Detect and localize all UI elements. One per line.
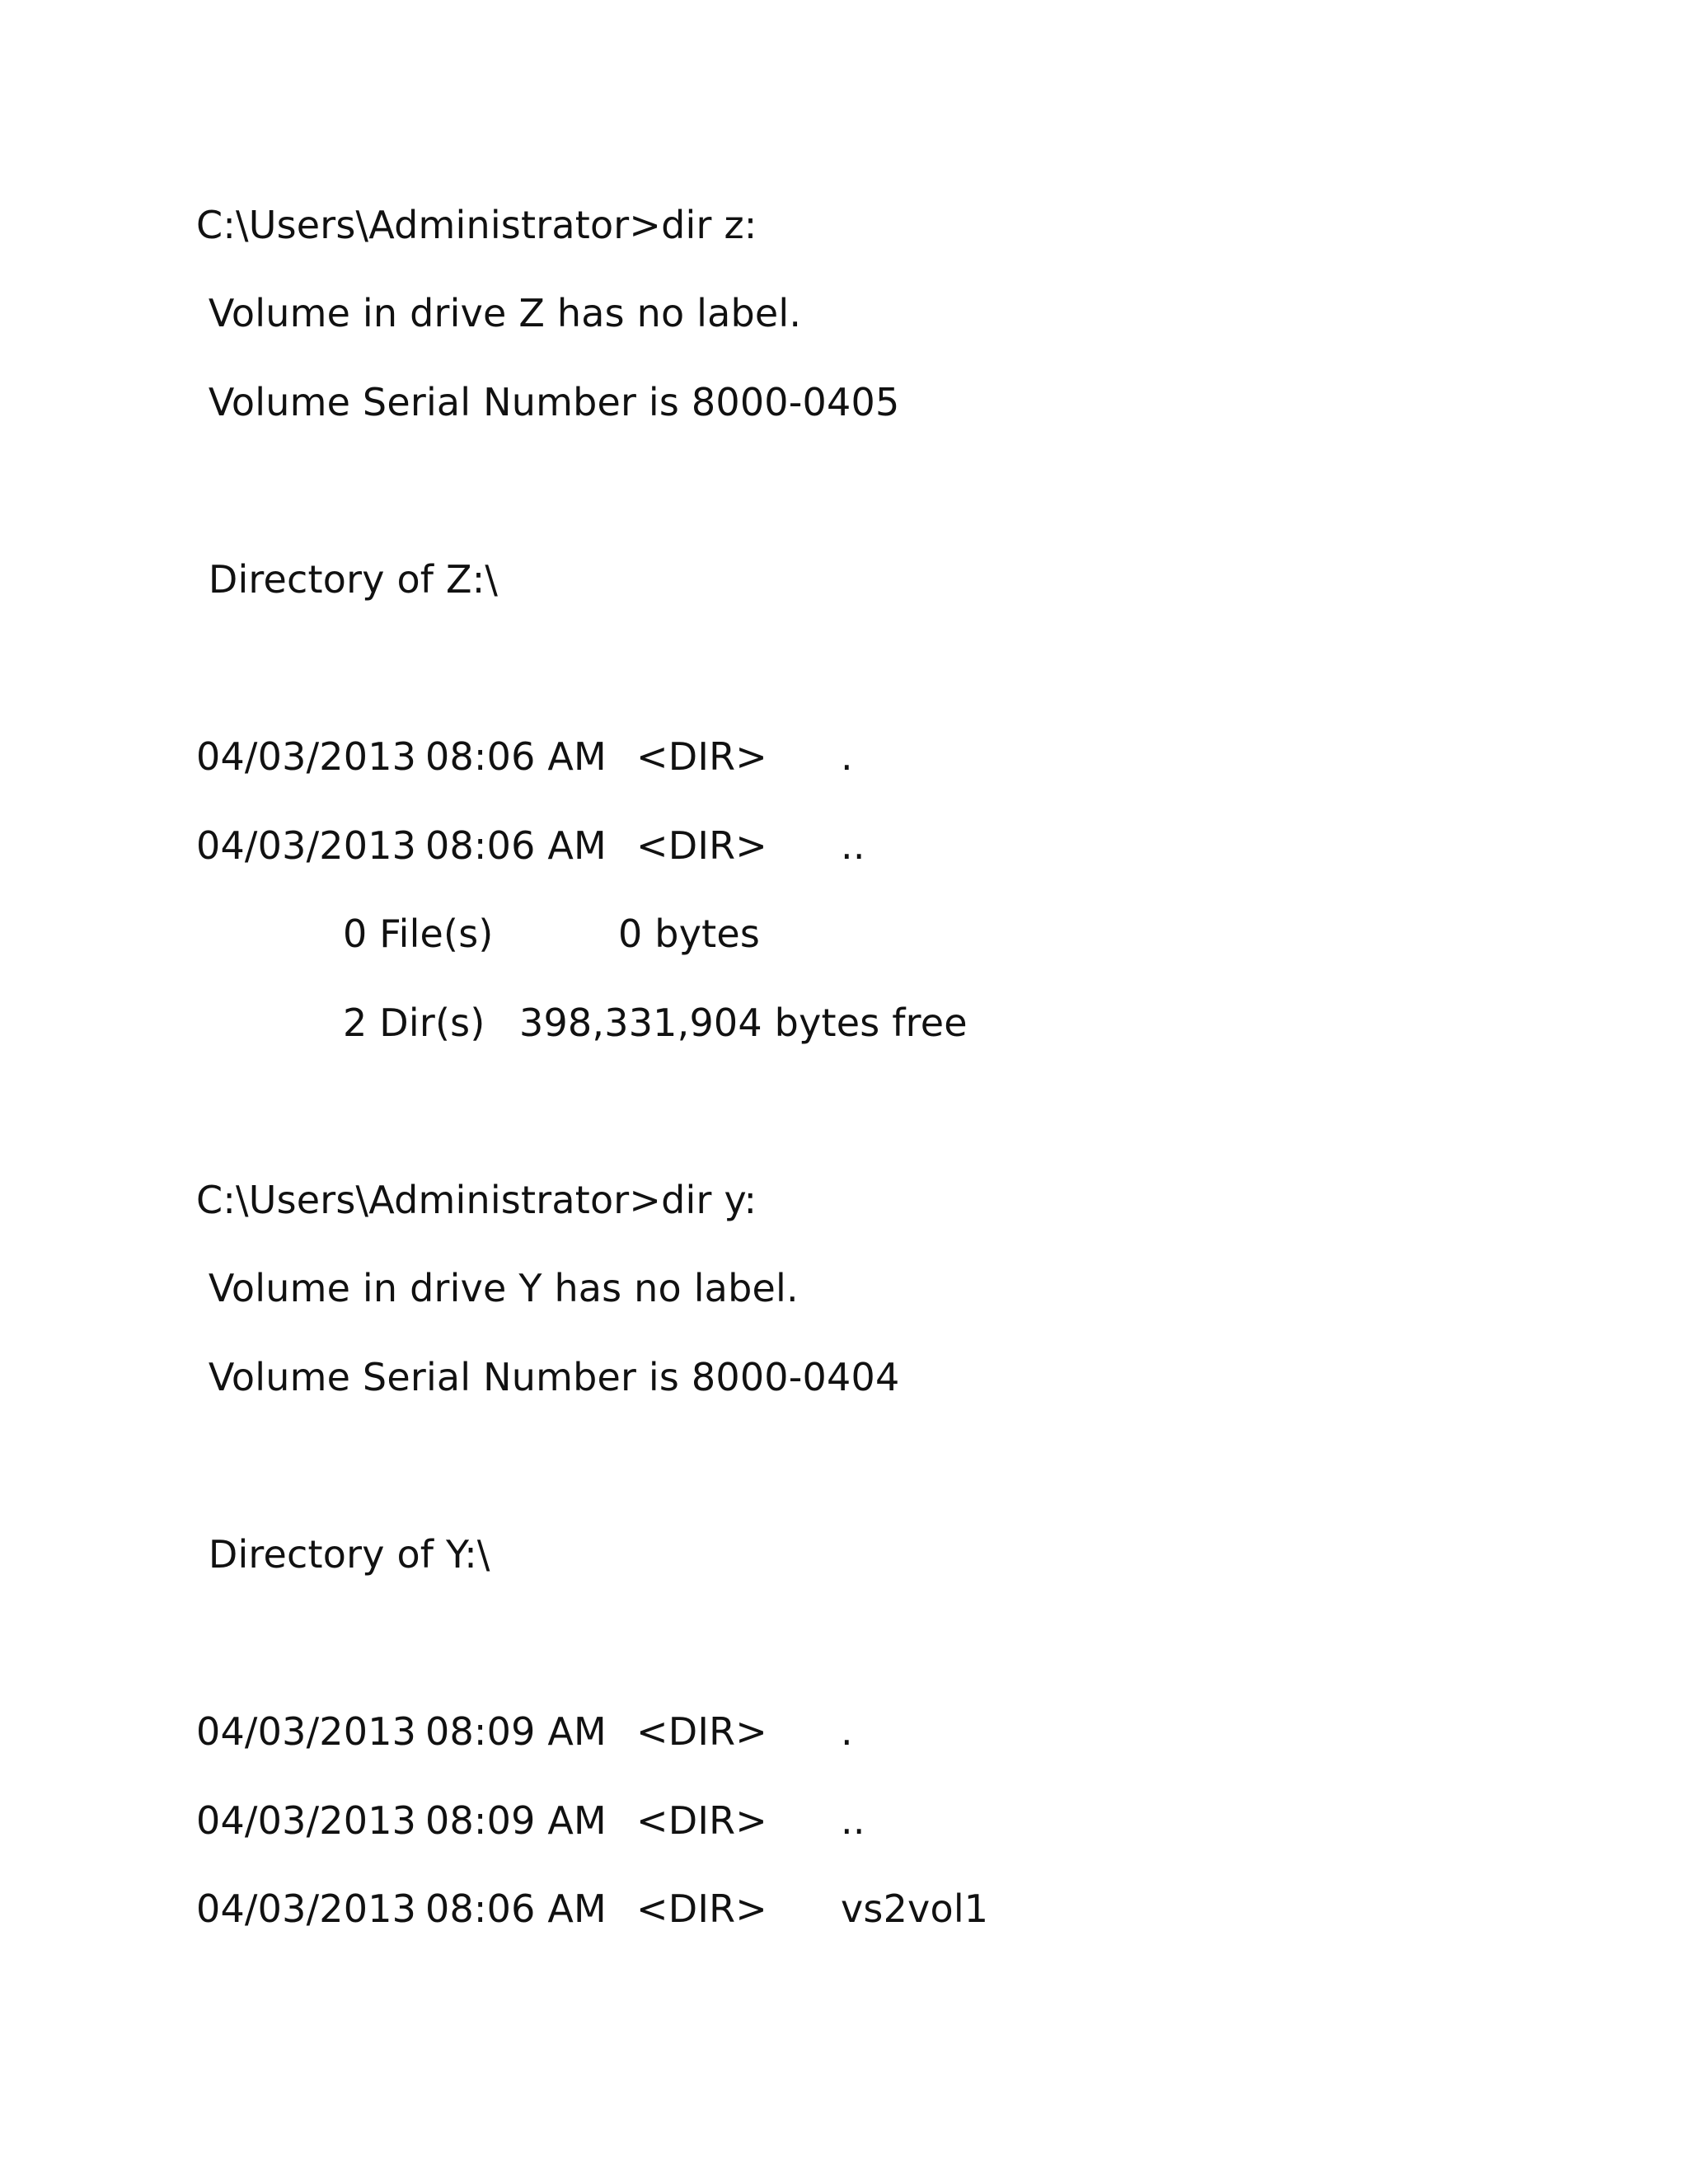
- entry-type: <DIR>: [636, 734, 768, 779]
- entry-date: 04/03/2013: [196, 734, 417, 779]
- dirs-count: 2 Dir(s): [343, 1001, 485, 1045]
- entry-time: 08:09 AM: [425, 1709, 607, 1754]
- command-line: C:\Users\Administrator>dir y:: [196, 1178, 757, 1222]
- entry-name: ..: [841, 823, 865, 868]
- serial-number-line: Volume Serial Number is 8000-0404: [196, 1355, 900, 1399]
- entry-name: .: [841, 734, 853, 779]
- directory-of-line: Directory of Y:\: [196, 1532, 490, 1577]
- entry-time: 08:06 AM: [425, 823, 607, 868]
- entry-time: 08:06 AM: [425, 1886, 607, 1931]
- volume-label-line: Volume in drive Z has no label.: [196, 291, 802, 335]
- entry-date: 04/03/2013: [196, 1886, 417, 1931]
- entry-name: vs2vol1: [841, 1886, 989, 1931]
- entry-time: 08:06 AM: [425, 734, 607, 779]
- entry-date: 04/03/2013: [196, 1798, 417, 1843]
- command-line: C:\Users\Administrator>dir z:: [196, 203, 757, 247]
- entry-name: ..: [841, 1798, 865, 1843]
- entry-type: <DIR>: [636, 1886, 768, 1931]
- files-count: 0 File(s): [343, 912, 494, 956]
- directory-of-line: Directory of Z:\: [196, 557, 499, 602]
- volume-label-line: Volume in drive Y has no label.: [196, 1266, 799, 1310]
- entry-time: 08:09 AM: [425, 1798, 607, 1843]
- entry-date: 04/03/2013: [196, 1709, 417, 1754]
- serial-number-line: Volume Serial Number is 8000-0405: [196, 380, 900, 424]
- entry-name: .: [841, 1709, 853, 1754]
- entry-type: <DIR>: [636, 1709, 768, 1754]
- bytes-free: 398,331,904 bytes free: [519, 1001, 968, 1045]
- entry-date: 04/03/2013: [196, 823, 417, 868]
- files-bytes: 0 bytes: [618, 912, 761, 956]
- entry-type: <DIR>: [636, 1798, 768, 1843]
- entry-type: <DIR>: [636, 823, 768, 868]
